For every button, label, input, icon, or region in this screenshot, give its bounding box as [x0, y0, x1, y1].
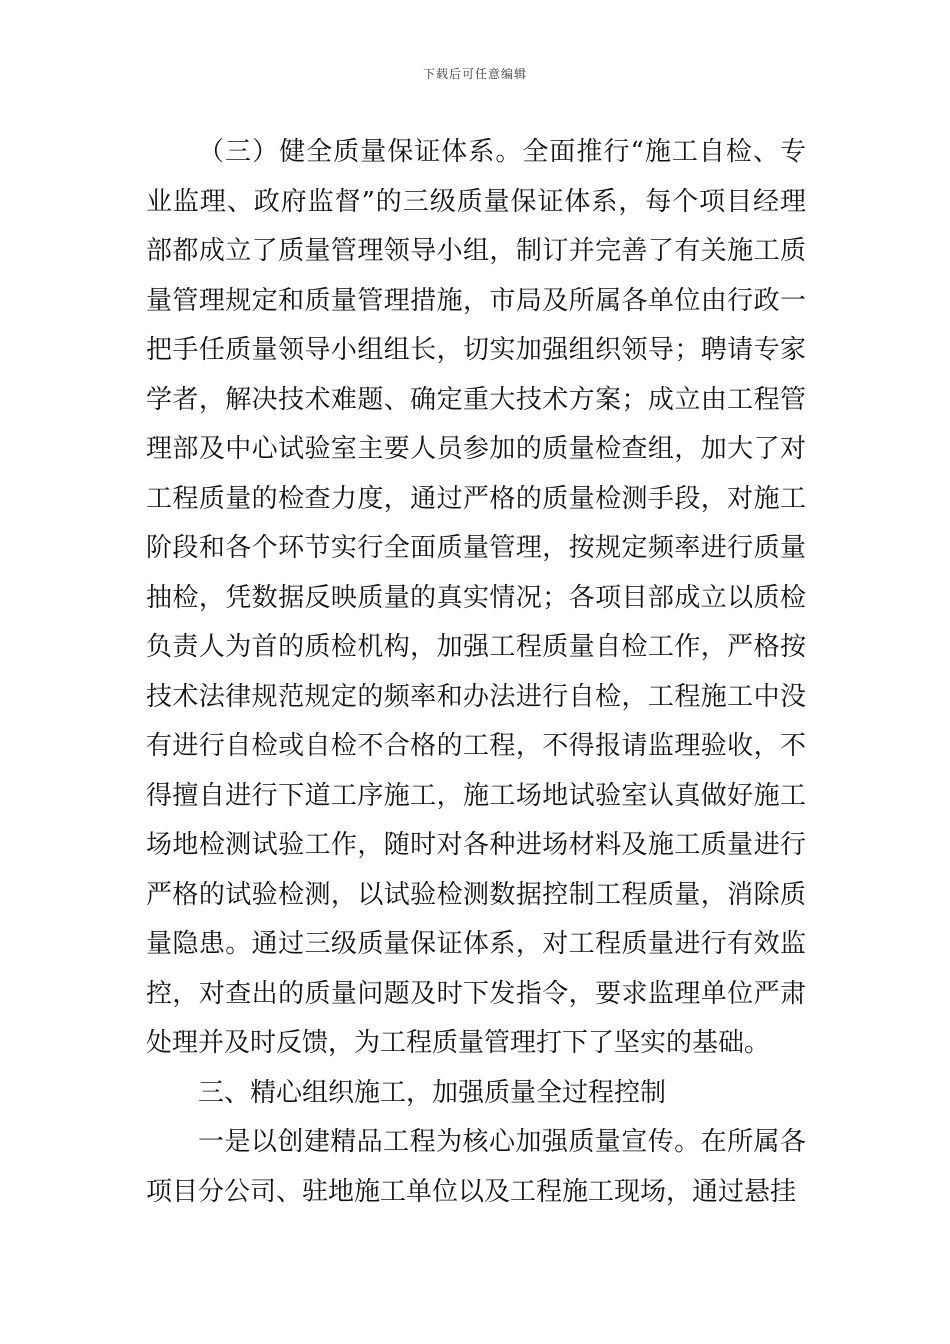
page-header: 下载后可任意编辑	[422, 67, 527, 81]
document-body	[146, 128, 806, 1217]
paragraph-quality-assurance: （三）健全质量保证体系。全面推行“施工自检、专业监理、政府监督”的三级质量保证体系，每个项目经理部都成立了质量管理领导小组，制订并完善了有关施工质量管理规定和质量管理措施，市局及所属各单位由行政一把手任质量领导小组组长，切实加强组织领导；聘请专家学者，解决技术难题、确定重大技术方案；成立由工程管理部及中心试验室主要人员参加的质量检查组，加大了对工程质量的检查力度，通过严格的质量检测手段，对施工阶段和各个环节实行全面质量管理，按规定频率进行质量抽检，凭数据反映质量的真实情况；各项目部成立以质检负责人为首的质检机构，加强工程质量自检工作，严格按技术法律规范规定的频率和办法进行自检，工程施工中没有进行自检或自检不合格的工程，不得报请监理验收，不得擅自进行下道工序施工，施工场地试验室认真做好施工场地检测试验工作，随时对各种进场材料及施工质量进行严格的试验检测，以试验检测数据控制工程质量，消除质量隐患。通过三级质量保证体系，对工程质量进行有效监控，对查出的质量问题及时下发指令，要求监理单位严肃处理并及时反馈，为工程质量管理打下了坚实的基础。	[146, 137, 806, 1058]
section-heading: 三、精心组织施工，加强质量全过程控制	[198, 1077, 667, 1108]
paragraph-quality-publicity: 一是以创建精品工程为核心加强质量宣传。在所属各项目分公司、驻地施工单位以及工程施工现场，通过悬挂	[146, 1127, 806, 1207]
